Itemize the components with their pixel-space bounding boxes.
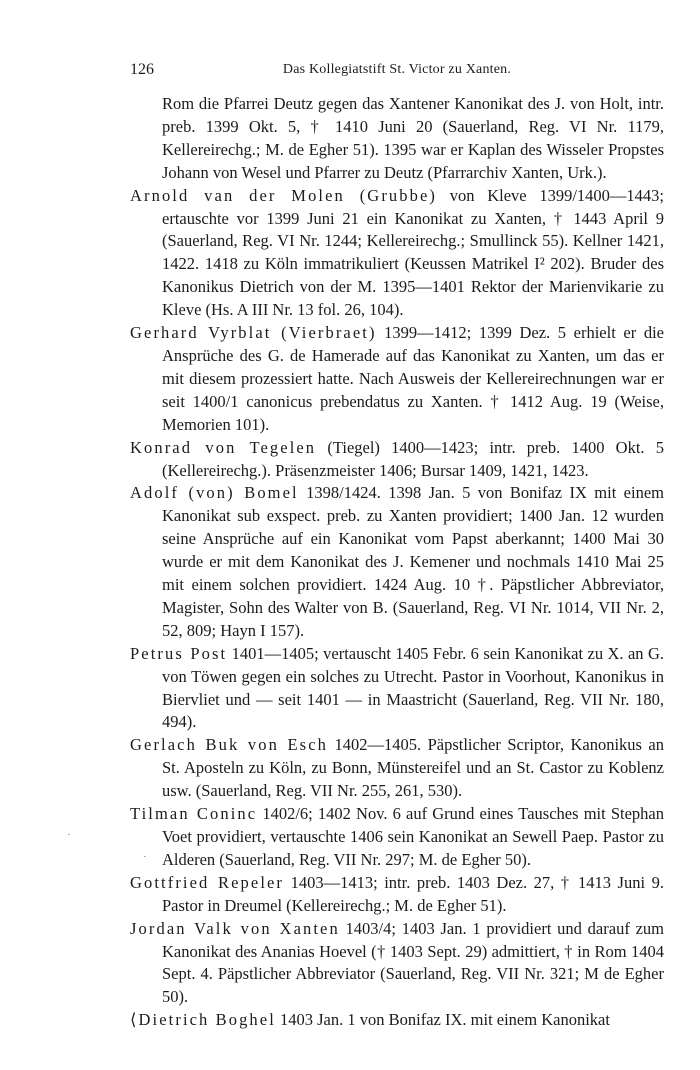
entry-text: 1403/4; 1403 Jan. 1 providiert und darauf zum Kanonikat des Ananias Hoevel († 1403 Sept. 29) admittiert, † in Rom 1404 Sept. 4. Päpstlicher Abbreviator (Sauerland, Reg. VII Nr. 321; M de Egher 50). (162, 918, 664, 1007)
entry-text: 1401—1405; vertauscht 1405 Febr. 6 sein Kanonikat zu X. an G. von Töwen gegen ein solches zu Utrecht. Pastor in Voorhout, Kanonikus in Biervliet und — seit 1401 — in Maastricht (Sauerland, Reg. VII Nr. 180, 494). (162, 643, 664, 732)
entry (130, 803, 664, 872)
entry-name: Konrad von Tegelen (130, 437, 317, 457)
running-title: Das Kollegiatstift St. Victor zu Xanten. (282, 62, 512, 77)
margin-dot: · (143, 851, 147, 863)
entry (130, 643, 664, 735)
page-header (130, 61, 664, 85)
entry-text: 1403—1413; intr. preb. 1403 Dez. 27, † 1413 Juni 9. Pastor in Dreumel (Kellereirechg.; M. de Egher 51). (162, 872, 664, 915)
entry (130, 734, 664, 803)
entry-name: Jordan Valk von Xanten (130, 918, 340, 938)
entry-name: Gerlach Buk von Esch (130, 735, 328, 755)
entry-name: Adolf (von) Bomel (130, 483, 299, 503)
entry (130, 322, 664, 437)
entry (130, 1009, 664, 1032)
entry-text: 1398/1424. 1398 Jan. 5 von Bonifaz IX mit einem Kanonikat sub exspect. preb. zu Xanten providiert; 1400 Jan. 12 wurden seine Ansprüche auf ein Kanonikat vom Papst aberkannt; 1400 Mai 30 wurde er mit dem Kanonikat des J. Kemener und nochmals 1410 Mai 25 mit einem solchen providiert. 1424 Aug. 10 †. Päpstlicher Abbreviator, Magister, Sohn des Walter von B. (Sauerland, Reg. VI Nr. 1014, VII Nr. 2, 52, 809; Hayn I 157). (162, 483, 664, 640)
entry (130, 872, 664, 918)
entry-text: (Tiegel) 1400—1423; intr. preb. 1400 Okt. 5 (Kellereirechg.). Präsenzmeister 1406; Bursar 1409, 1421, 1423. (162, 437, 664, 480)
entry-name: Arnold van der Molen (Grubbe) (130, 185, 437, 205)
entry-text: 1399—1412; 1399 Dez. 5 erhielt er die Ansprüche des G. de Hamerade auf das Kanonikat zu Xanten, um das er mit diesem prozessiert hatte. Nach Ausweis der Kellereirechnungen war er seit 1400/1 canonicus prebendatus zu Xanten. † 1412 Aug. 19 (Weise, Memorien 101). (162, 323, 664, 434)
margin-dot: · (67, 829, 71, 841)
entry (130, 437, 664, 483)
entry-name: ⟨Dietrich Boghel (130, 1010, 276, 1030)
body-text (130, 93, 664, 1032)
entry-name: Tilman Coninc (130, 804, 258, 824)
entry-continuation (130, 93, 664, 185)
entry-text: 1402/6; 1402 Nov. 6 auf Grund eines Tausches mit Stephan Voet providiert, vertauschte 1406 sein Kanonikat an Sewell Paep. Pastor zu Alderen (Sauerland, Reg. VII Nr. 297; M. de Egher 50). (162, 804, 664, 869)
entry (130, 185, 664, 322)
entry-text: von Kleve 1399/1400—1443; ertauschte vor 1399 Juni 21 ein Kanonikat zu Xanten, † 1443 April 9 (Sauerland, Reg. VI Nr. 1244; Kellereirechg.; Smullinck 55). Kellner 1421, 1422. 1418 zu Köln immatrikuliert (Keussen Matrikel I² 202). Bruder des Kanonikus Dietrich von der M. 1395—1401 Rektor der Marienvikarie zu Kleve (Hs. A III Nr. 13 fol. 26, 104). (162, 185, 664, 320)
entry-text: 1403 Jan. 1 von Bonifaz IX. mit einem Kanonikat (275, 1010, 610, 1030)
entry-name: Gottfried Repeler (130, 872, 285, 892)
entry-name: Petrus Post (130, 643, 228, 663)
entry (130, 918, 664, 1010)
page-number: 126 (130, 61, 154, 78)
entry-text: Rom die Pfarrei Deutz gegen das Xantener Kanonikat des J. von Holt, intr. preb. 1399 Okt. 5, † 1410 Juni 20 (Sauerland, Reg. VI Nr. 1179, Kellereirechg.; M. de Egher 51). 1395 war er Kaplan des Wisseler Propstes Johann von Wesel und Pfarrer zu Deutz (Pfarrarchiv Xanten, Urk.). (162, 94, 664, 182)
entry-text: 1402—1405. Päpstlicher Scriptor, Kanonikus an St. Aposteln zu Köln, zu Bonn, Münstereifel und an St. Castor zu Koblenz usw. (Sauerland, Reg. VII Nr. 255, 261, 530). (162, 735, 664, 801)
entry (130, 482, 664, 642)
entry-name: Gerhard Vyrblat (Vierbraet) (130, 323, 377, 343)
